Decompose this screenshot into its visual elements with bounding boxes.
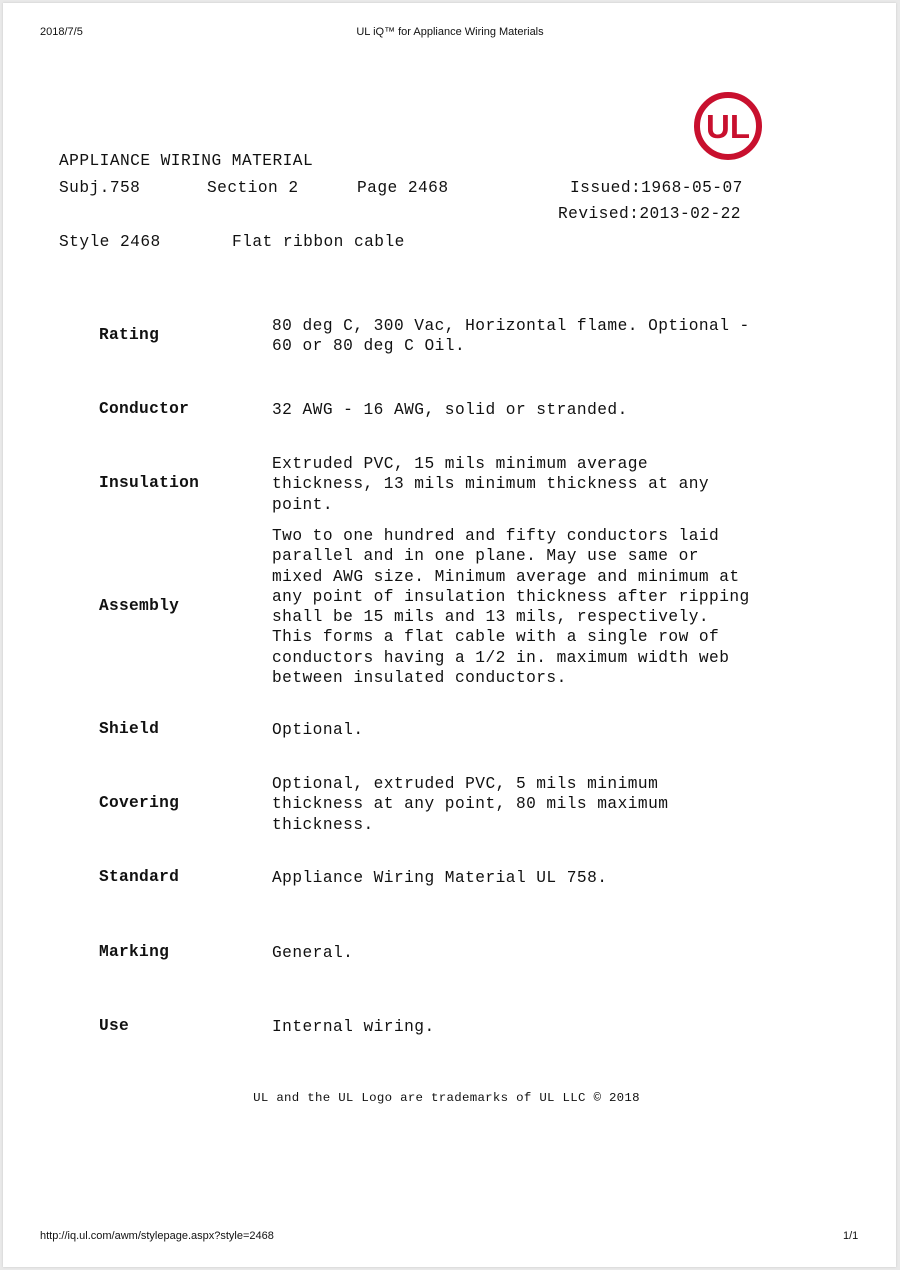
document-title: APPLIANCE WIRING MATERIAL [59,152,314,170]
revised-date: Revised:2013-02-22 [558,205,741,223]
spec-label-standard: Standard [99,868,180,886]
spec-value-use: Internal wiring. [272,1018,435,1036]
spec-label-assembly: Assembly [99,597,180,615]
spec-value-marking: General. [272,944,354,962]
spec-value-shield: Optional. [272,721,364,739]
section-number: Section 2 [207,179,299,197]
subject-number: Subj.758 [59,179,141,197]
style-number: Style 2468 [59,233,161,251]
copyright-notice: UL and the UL Logo are trademarks of UL LLC © 2018 [253,1091,640,1105]
spec-label-rating: Rating [99,326,160,344]
spec-label-conductor: Conductor [99,400,190,418]
ul-logo-text: UL [706,108,750,145]
ul-logo [693,91,763,161]
spec-label-covering: Covering [99,794,180,812]
print-page-count: 1/1 [843,1230,859,1242]
spec-value-standard: Appliance Wiring Material UL 758. [272,869,608,887]
spec-label-marking: Marking [99,943,170,961]
issued-date: Issued:1968-05-07 [570,179,743,197]
page-number: Page 2468 [357,179,449,197]
print-header-title: UL iQ™ for Appliance Wiring Materials [356,26,544,38]
spec-label-insulation: Insulation [99,474,200,492]
spec-value-conductor: 32 AWG - 16 AWG, solid or stranded. [272,401,628,419]
spec-value-assembly: Two to one hundred and fifty conductors laid parallel and in one plane. May use same or mixed AWG size. Minimum average and minimum at any point of insulation thickness after ripping shall be 15 mils and 13 mils, respectively. This forms a flat cable with a single row of conductors having a 1/2 in. maximum width web between insulated conductors. [272,527,750,688]
spec-value-insulation: Extruded PVC, 15 mils minimum average thickness, 13 mils minimum thickness at any point. [272,455,710,514]
spec-value-covering: Optional, extruded PVC, 5 mils minimum thickness at any point, 80 mils maximum thickness. [272,775,669,834]
style-description: Flat ribbon cable [232,233,405,251]
spec-value-rating: 80 deg C, 300 Vac, Horizontal flame. Optional - 60 or 80 deg C Oil. [272,317,750,356]
spec-label-use: Use [99,1017,130,1035]
page-url-link[interactable]: http://iq.ul.com/awm/stylepage.aspx?style=2468 [40,1230,274,1242]
print-header-date: 2018/7/5 [40,26,83,38]
spec-label-shield: Shield [99,720,160,738]
